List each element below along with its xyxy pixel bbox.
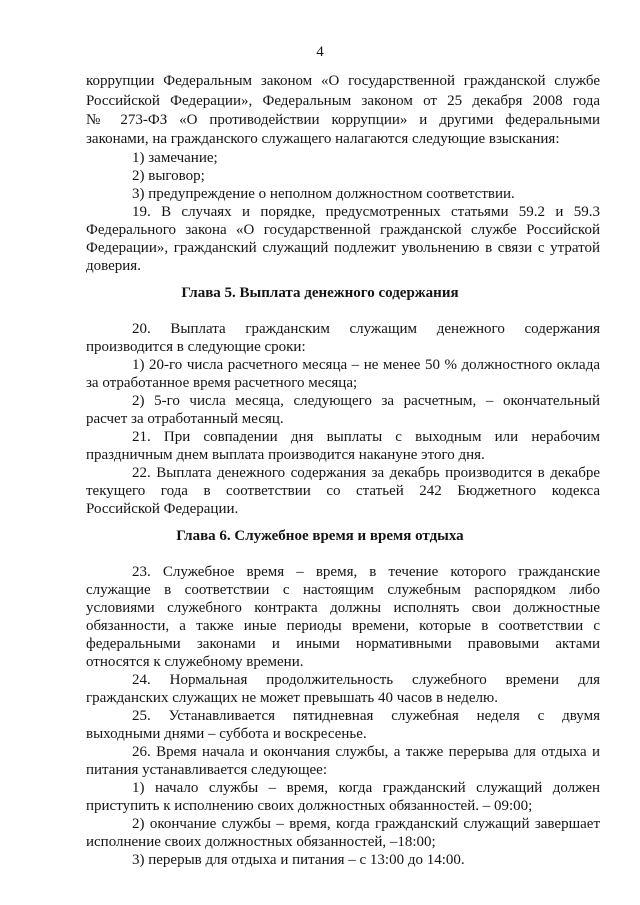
list-item: 1) 20-го числа расчетного месяца – не менее 50 % должностного оклада	[132, 357, 600, 373]
text-line: относятся к служебному времени.	[86, 654, 304, 670]
text-line: 26. Время начала и окончания службы, а также перерыва для отдыха и	[132, 744, 600, 760]
list-item: 2) 5-го числа месяца, следующего за расчетным, – окончательный	[132, 393, 600, 409]
list-item: 2) выговор;	[132, 168, 205, 184]
page-number: 4	[316, 44, 324, 60]
text-line: текущего года в соответствии со статьей 242 Бюджетного кодекса	[86, 483, 600, 499]
text-line: гражданских служащих не может превышать 40 часов в неделю.	[86, 690, 498, 706]
text-line: 23. Служебное время – время, в течение которого гражданские	[132, 564, 600, 580]
text-line: питания устанавливается следующее:	[86, 762, 328, 778]
text-line: праздничным днем выплата производится накануне этого дня.	[86, 447, 485, 463]
text-line: служащие в соответствии с настоящим служебным распорядком либо	[86, 582, 600, 598]
text-line: Российской Федерации», Федеральным законом от 25 декабря 2008 года	[86, 93, 600, 109]
text-line: федеральными законами и иными нормативными правовыми актами	[86, 636, 600, 652]
text-line: 20. Выплата гражданским служащим денежного содержания	[132, 321, 600, 337]
list-item: 1) начало службы – время, когда гражданский служащий должен	[132, 780, 600, 796]
list-item: 2) окончание службы – время, когда гражданский служащий завершает	[132, 816, 600, 832]
text-line: выходными днями – суббота и воскресенье.	[86, 726, 367, 742]
text-line: Российской Федерации.	[86, 501, 239, 517]
text-line: 24. Нормальная продолжительность служебного времени для	[132, 672, 600, 688]
text-line: условиями служебного контракта должны исполнять свои должностные	[86, 600, 600, 616]
text-line: обязанности, а также иные периоды времени, которые в соответствии с	[86, 618, 600, 634]
chapter-5-heading: Глава 5. Выплата денежного содержания	[181, 285, 459, 301]
list-item: 1) замечание;	[132, 150, 218, 166]
text-line: 19. В случаях и порядке, предусмотренных статьями 59.2 и 59.3	[132, 204, 600, 220]
text-line: 22. Выплата денежного содержания за декабрь производится в декабре	[132, 465, 600, 481]
text-line: Федерального закона «О государственной гражданской службе Российской	[86, 222, 600, 238]
text-line: № 273-ФЗ «О противодействии коррупции» и другими федеральными	[86, 112, 600, 128]
text-line: приступить к исполнению своих должностных обязанностей. – 09:00;	[86, 798, 533, 814]
text-line: Федерации», гражданский служащий подлежит увольнению в связи с утратой	[86, 240, 600, 256]
text-line: за отработанное время расчетного месяца;	[86, 375, 358, 391]
text-line: расчет за отработанный месяц.	[86, 411, 284, 427]
text-line: 25. Устанавливается пятидневная служебная неделя с двумя	[132, 708, 600, 724]
text-line: производится в следующие сроки:	[86, 339, 306, 355]
list-item: 3) перерыв для отдыха и питания – с 13:00 до 14:00.	[132, 852, 465, 868]
list-item: 3) предупреждение о неполном должностном соответствии.	[132, 186, 515, 202]
text-line: 21. При совпадении дня выплаты с выходным или нерабочим	[132, 429, 600, 445]
chapter-6-heading: Глава 6. Служебное время и время отдыха	[176, 528, 464, 544]
text-line: доверия.	[86, 258, 141, 274]
text-line: законами, на гражданского служащего налагаются следующие взыскания:	[86, 131, 560, 147]
text-line: исполнение своих должностных обязанностей, –18:00;	[86, 834, 436, 850]
text-line: коррупции Федеральным законом «О государственной гражданской службе	[86, 73, 600, 89]
